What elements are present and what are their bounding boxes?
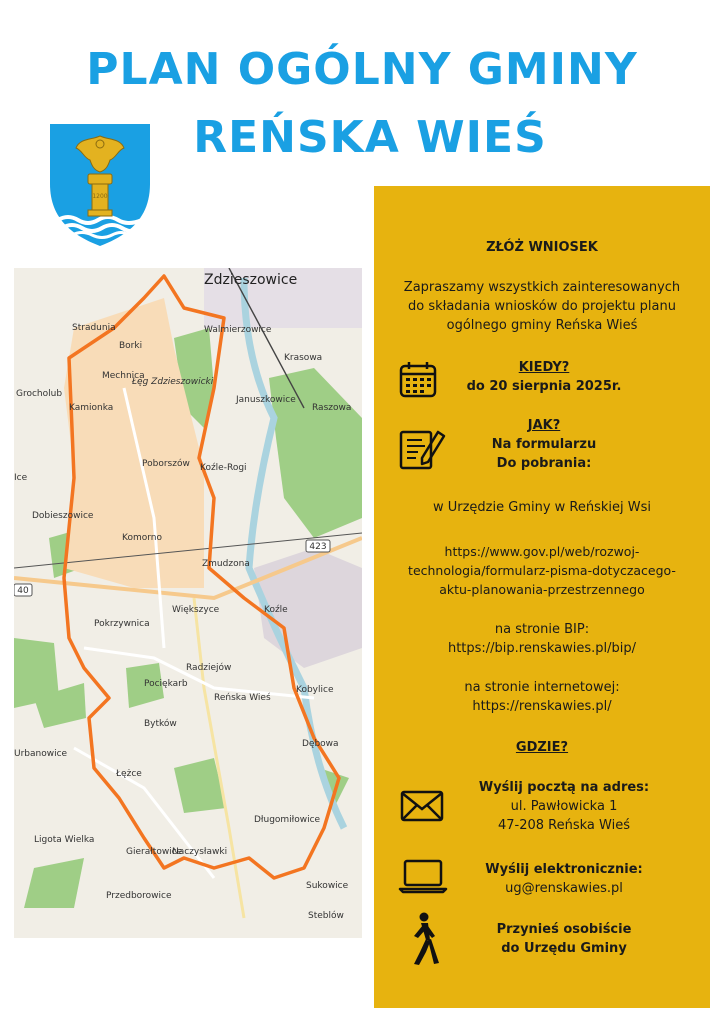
map-label: Zmudzona bbox=[202, 559, 250, 569]
calendar-icon bbox=[398, 360, 438, 400]
coat-of-arms-icon bbox=[48, 122, 152, 248]
map-label: Pociękarb bbox=[144, 679, 188, 689]
map-label: Raszowa bbox=[312, 403, 352, 413]
map-label: Kobylice bbox=[296, 685, 334, 695]
panel-heading: ZŁÓŻ WNIOSEK bbox=[486, 240, 598, 255]
map-label: Radziejów bbox=[186, 663, 232, 673]
walking-person-icon bbox=[404, 912, 440, 966]
person-line-1: Przynieś osobiście bbox=[496, 922, 632, 937]
envelope-icon bbox=[400, 790, 444, 822]
map-label: Walmierzowice bbox=[204, 325, 272, 335]
person-line-2: do Urzędu Gminy bbox=[501, 941, 627, 956]
map-label: Łężce bbox=[116, 769, 142, 779]
mail-line-1: ul. Pawłowicka 1 bbox=[510, 799, 618, 814]
map-label: Grocholub bbox=[16, 389, 63, 399]
municipality-map[interactable] bbox=[14, 268, 362, 938]
bip-link[interactable]: https://bip.renskawies.pl/bip/ bbox=[447, 641, 637, 656]
web-link[interactable]: https://renskawies.pl/ bbox=[472, 699, 612, 714]
map-label: Większyce bbox=[172, 605, 220, 615]
map-label: Naczysławki bbox=[172, 847, 228, 857]
info-panel bbox=[374, 186, 710, 1008]
how-line-2: Do pobrania: bbox=[496, 456, 592, 471]
gov-link-line-1[interactable]: https://www.gov.pl/web/rozwoj- bbox=[444, 544, 640, 559]
road-badge-423: 423 bbox=[309, 542, 327, 552]
map-label: Łęg Zdzieszowicki bbox=[132, 377, 214, 387]
mail-title: Wyślij pocztą na adres: bbox=[478, 780, 650, 795]
map-label: Gierałtowice bbox=[126, 847, 183, 857]
email-value[interactable]: ug@renskawies.pl bbox=[505, 881, 623, 896]
map-label: Przedborowice bbox=[106, 891, 172, 901]
map-label: Komorno bbox=[122, 533, 162, 543]
map-label: Dębowa bbox=[302, 739, 339, 749]
map-label: Koźle bbox=[264, 605, 288, 615]
intro-line-2: do składania wniosków do projektu planu bbox=[408, 299, 676, 314]
office-text: w Urzędzie Gminy w Reńskiej Wsi bbox=[432, 500, 652, 515]
map-label: Ice bbox=[14, 473, 28, 483]
intro-line-1: Zapraszamy wszystkich zainteresowanych bbox=[403, 280, 681, 295]
title-line-2: REŃSKA WIEŚ bbox=[193, 112, 547, 163]
laptop-icon bbox=[398, 858, 448, 894]
map-label: Koźle-Rogi bbox=[200, 463, 247, 473]
map-label: Steblów bbox=[308, 911, 344, 921]
bip-label: na stronie BIP: bbox=[494, 622, 590, 637]
gov-link-line-3[interactable]: aktu-planowania-przestrzennego bbox=[439, 582, 645, 597]
map-label: Januszkowice bbox=[236, 395, 296, 405]
map-label: Zdzieszowice bbox=[204, 272, 298, 288]
when-value: do 20 sierpnia 2025r. bbox=[466, 379, 622, 394]
map-label: Kamionka bbox=[69, 403, 114, 413]
road-badge-40: 40 bbox=[17, 586, 29, 596]
when-title: KIEDY? bbox=[518, 360, 570, 375]
map-label: Ligota Wielka bbox=[34, 835, 95, 845]
map-label: Urbanowice bbox=[14, 749, 68, 759]
map-label: Borki bbox=[119, 341, 143, 351]
intro-line-3: ogólnego gminy Reńska Wieś bbox=[446, 318, 638, 333]
map-label: Mechnica bbox=[102, 371, 145, 381]
map-label: Dobieszowice bbox=[32, 511, 94, 521]
map-label: Poborszów bbox=[142, 459, 190, 469]
how-title: JAK? bbox=[527, 418, 561, 433]
map-label: Stradunia bbox=[72, 323, 116, 333]
map-label: Reńska Wieś bbox=[214, 693, 271, 703]
map-label: Sukowice bbox=[306, 881, 349, 891]
web-label: na stronie internetowej: bbox=[464, 680, 620, 695]
svg-text:1200: 1200 bbox=[92, 193, 108, 200]
map-label: Długomiłowice bbox=[254, 815, 321, 825]
title-line-1: PLAN OGÓLNY GMINY bbox=[86, 44, 638, 95]
map-label: Bytków bbox=[144, 719, 177, 729]
map-label: Pokrzywnica bbox=[94, 619, 150, 629]
how-line-1: Na formularzu bbox=[491, 437, 597, 452]
map-label: Krasowa bbox=[284, 353, 323, 363]
mail-line-2: 47-208 Reńska Wieś bbox=[498, 818, 630, 833]
where-title: GDZIE? bbox=[515, 740, 569, 755]
gov-link-line-2[interactable]: technologia/formularz-pisma-dotyczacego- bbox=[408, 563, 676, 578]
email-title: Wyślij elektronicznie: bbox=[485, 862, 643, 877]
